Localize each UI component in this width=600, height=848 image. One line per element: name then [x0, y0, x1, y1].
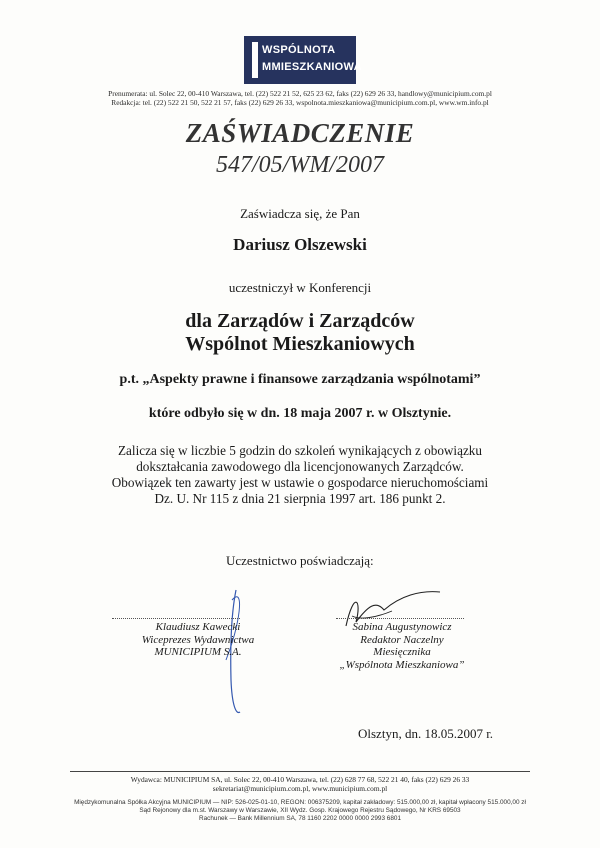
footer-bank: Rachunek — Bank Millennium SA, 78 1160 2202 0000 0000 2993 6801 — [198, 815, 402, 822]
footer-court: Sąd Rejonowy dla m.st. Warszawy w Warszawie, XII Wydz. Gosp. Krajowego Rejestru Sądowego, Nr KRS 69503 — [139, 807, 461, 814]
left-signature-line — [112, 618, 240, 619]
right-signatory — [322, 621, 482, 671]
body-line: Obowiązek ten zawarty jest w ustawie o gospodarce nieruchomościami — [111, 475, 489, 490]
right-signatory-org: „Wspólnota Mieszkaniowa” — [339, 658, 465, 671]
right-signature-line — [336, 618, 464, 619]
body-line: dokształcania zawodowego dla licencjonowanych Zarządców. — [136, 459, 464, 474]
participation-text: uczestniczył w Konferencji — [228, 280, 372, 295]
participant-name: Dariusz Olszewski — [233, 235, 367, 254]
intro-text: Zaświadcza się, że Pan — [240, 206, 360, 221]
logo-line1: WSPÓLNOTA — [262, 44, 336, 56]
right-signatory-role: Redaktor Naczelny — [360, 633, 444, 646]
left-signatory — [118, 621, 278, 659]
body-line: Dz. U. Nr 115 z dnia 21 sierpnia 1997 art. 186 punkt 2. — [154, 491, 446, 506]
left-signatory-org: MUNICIPIUM S.A. — [154, 646, 242, 658]
confirmation-label: Uczestnictwo poświadczają: — [226, 553, 374, 568]
header-editorial: Redakcja: tel. (22) 522 21 50, 522 21 57, faks (22) 629 26 33, wspolnota.mieszkaniowa@municipium.com.pl, www.wm.info.pl — [111, 98, 489, 107]
footer-contact: sekretariat@municipium.com.pl, www.municipium.com.pl — [212, 784, 388, 793]
footer-divider — [70, 771, 530, 772]
header-subscription: Prenumerata: ul. Solec 22, 00-410 Warszawa, tel. (22) 522 21 52, 625 23 62, faks (22) 629 26 33, handlowy@municipium.com.pl — [108, 89, 492, 98]
right-signatory-role2: Miesięcznika — [373, 646, 431, 658]
certificate-number: 547/05/WM/2007 — [216, 152, 384, 178]
left-signatory-name: Klaudiusz Kawecki — [155, 621, 241, 633]
conference-title-line1: dla Zarządów i Zarządców — [185, 310, 415, 332]
footer-publisher: Wydawca: MUNICIPIUM SA, ul. Solec 22, 00-410 Warszawa, tel. (22) 628 77 68, 522 21 40, faks (22) 629 26 33 — [130, 775, 470, 784]
place-date: Olsztyn, dn. 18.05.2007 r. — [358, 726, 494, 741]
conference-topic: p.t. „Aspekty prawne i finansowe zarządzania wspólnotami” — [119, 372, 481, 387]
certificate-title: ZAŚWIADCZENIE — [185, 118, 415, 148]
body-line: Zalicza się w liczbie 5 godzin do szkoleń wynikających z obowiązku — [118, 443, 482, 458]
logo-line2: MMIESZKANIOWA — [262, 61, 362, 73]
left-signatory-role: Wiceprezes Wydawnictwa — [141, 633, 255, 646]
footer-company: Międzykomunalna Spółka Akcyjna MUNICIPIUM — NIP: 526-025-01-10, REGON: 006375209, kapitał zakładowy: 515.000,00 zł, kapitał wpłacony 515.000,00 zł — [74, 799, 526, 806]
right-signatory-name: Sabina Augustynowicz — [352, 621, 452, 633]
conference-date-place: które odbyło się w dn. 18 maja 2007 r. w Olsztynie. — [148, 406, 452, 421]
conference-title-line2: Wspólnot Mieszkaniowych — [185, 333, 415, 355]
